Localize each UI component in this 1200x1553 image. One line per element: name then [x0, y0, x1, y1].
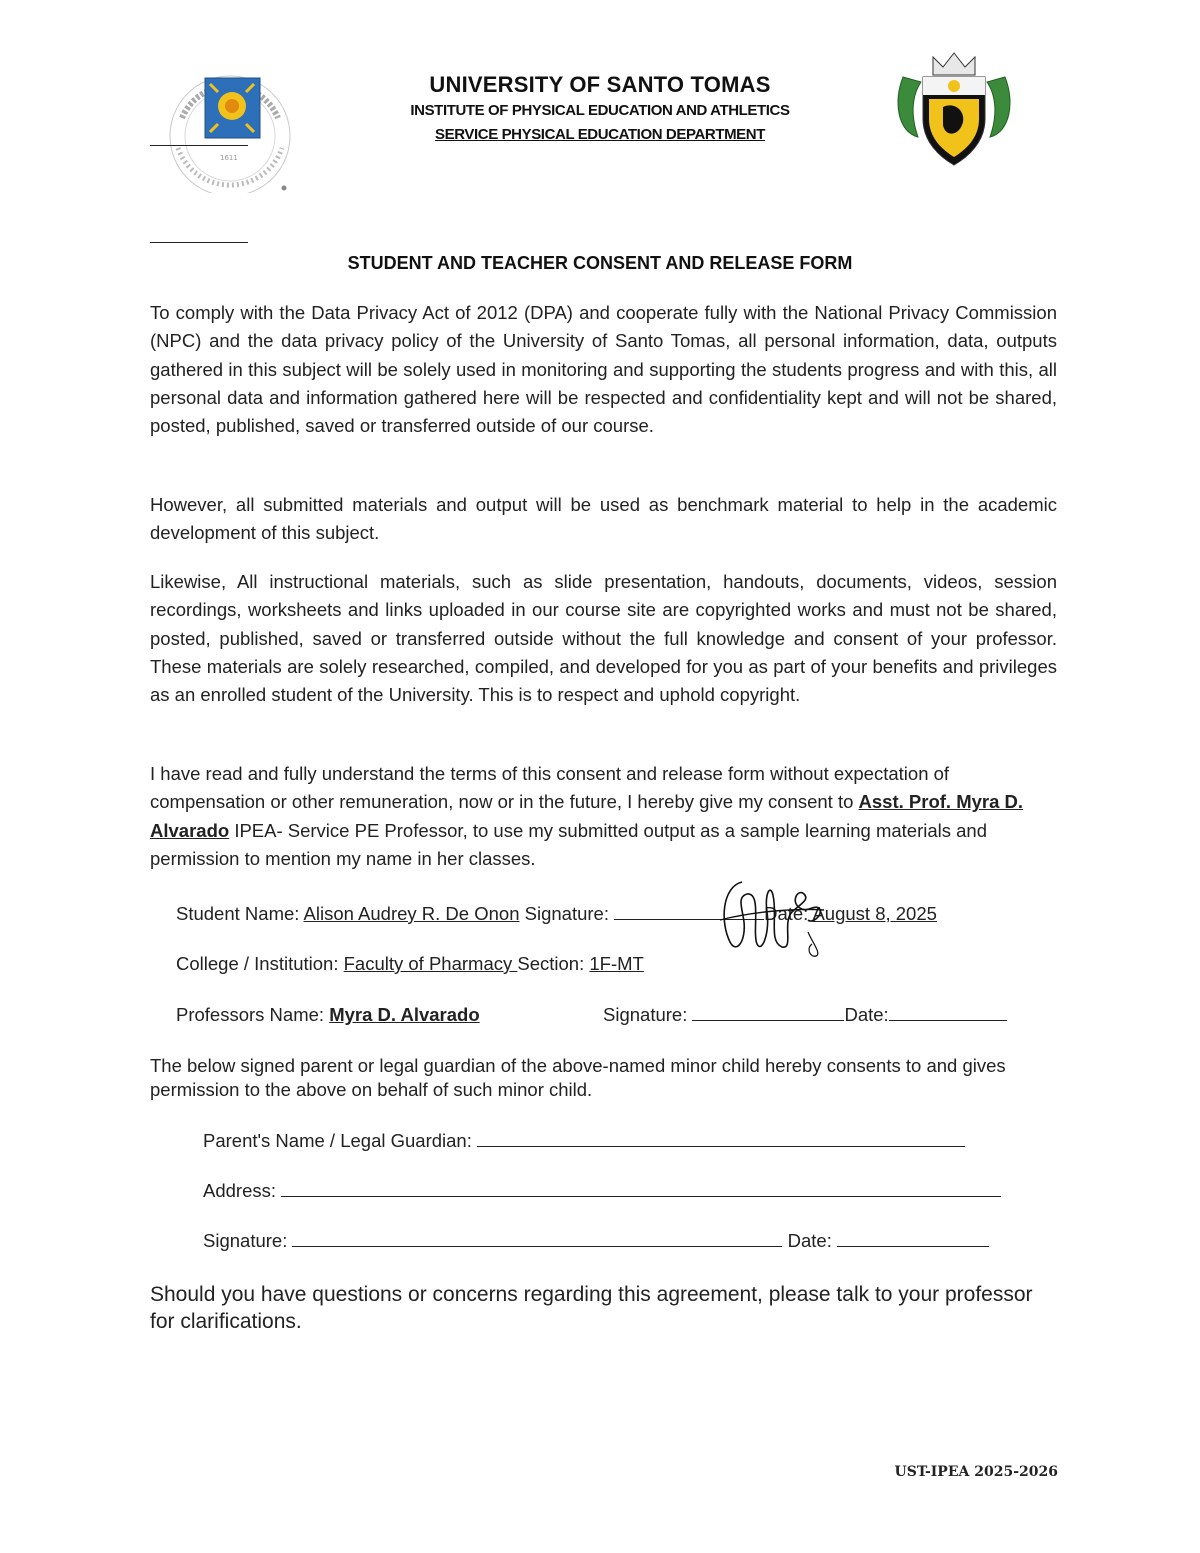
student-date-value: August 8, 2025 [812, 903, 937, 924]
professor-date-field[interactable] [889, 1004, 1007, 1021]
consent-text-after: IPEA- Service PE Professor, to use my submitted output as a sample learning materials and permission to mention my name in her classes. [150, 819, 988, 869]
guardian-date-field[interactable] [837, 1230, 989, 1247]
student-handwritten-signature [712, 872, 832, 962]
professor-line [176, 1004, 480, 1026]
guardian-name-label: Parent's Name / Legal Guardian: [203, 1130, 472, 1151]
closing-note: Should you have questions or concerns regarding this agreement, please talk to your professor for clarifications. [150, 1283, 1033, 1333]
student-date-label: Date: [764, 903, 809, 924]
benchmark-paragraph: However, all submitted materials and output will be used as benchmark material to help in the academic development of this subject. [150, 494, 1057, 544]
consent-professor-name: Asst. Prof. Myra D. Alvarado [150, 791, 1024, 841]
ust-seal-logo [160, 48, 295, 193]
university-name: UNIVERSITY OF SANTO TOMAS [429, 72, 771, 97]
professor-name-label: Professors Name: [176, 1004, 325, 1025]
student-signature-label: Signature: [524, 903, 609, 924]
privacy-paragraph: To comply with the Data Privacy Act of 2012 (DPA) and cooperate fully with the National Privacy Commission (NPC) and the data privacy policy of the University of Santo Tomas, all personal information, data, outputs gathered in this subject will be solely used in monitoring and supporting the students progress and with this, all personal data and information gathered here will be respected and confidentiality kept and will not be shared, posted, published, saved or transferred outside of our course. [150, 302, 1057, 437]
consent-text-before: I have read and fully understand the terms of this consent and release form without expectation of compensation or other remuneration, now or in the future, I hereby give my consent to [150, 763, 950, 813]
section-value: 1F-MT [589, 953, 644, 974]
seal-underline [150, 145, 248, 146]
guardian-name-field[interactable] [477, 1130, 965, 1147]
student-name-label: Student Name: [176, 903, 300, 924]
section-label: Section: [517, 953, 585, 974]
college-label: College / Institution: [176, 953, 339, 974]
college-value: Faculty of Pharmacy [343, 953, 518, 974]
guardian-address-label: Address: [203, 1180, 277, 1201]
guardian-name-line [203, 1130, 965, 1152]
footer-code: UST-IPEA 2025-2026 [894, 1464, 1058, 1480]
guardian-signature-field[interactable] [292, 1230, 782, 1247]
professor-signature-line [603, 1004, 1007, 1026]
institute-name: INSTITUTE OF PHYSICAL EDUCATION AND ATHLETICS [410, 102, 790, 119]
guardian-date-label: Date: [787, 1230, 832, 1251]
header-short-rule [150, 242, 248, 243]
professor-signature-field[interactable] [692, 1004, 844, 1021]
ipea-crest-logo [893, 47, 1015, 169]
svg-text:1611: 1611 [220, 154, 238, 162]
consent-paragraph [150, 760, 1057, 873]
guardian-signature-line [203, 1230, 989, 1252]
college-line [176, 953, 644, 975]
copyright-paragraph: Likewise, All instructional materials, such as slide presentation, handouts, documents, videos, session recordings, worksheets and links uploaded in our course site are copyrighted works and must not be shared, posted, published, saved or transferred outside without the full knowledge and consent of your professor. These materials are solely researched, compiled, and developed for you as part of your benefits and privileges as an enrolled student of the University. This is to respect and uphold copyright. [150, 571, 1057, 706]
guardian-address-line [203, 1180, 1001, 1202]
guardian-signature-label: Signature: [203, 1230, 288, 1251]
guardian-paragraph: The below signed parent or legal guardian of the above-named minor child hereby consents to and gives permission to the above on behalf of such minor child. [150, 1055, 1006, 1100]
professor-date-label: Date: [844, 1004, 889, 1025]
student-name-value: Alison Audrey R. De Onon [303, 903, 520, 924]
professor-name-value: Myra D. Alvarado [329, 1004, 480, 1025]
guardian-address-field[interactable] [281, 1180, 1001, 1197]
form-title: STUDENT AND TEACHER CONSENT AND RELEASE FORM [347, 253, 853, 273]
department-name: SERVICE PHYSICAL EDUCATION DEPARTMENT [435, 126, 765, 143]
professor-signature-label: Signature: [603, 1004, 688, 1025]
